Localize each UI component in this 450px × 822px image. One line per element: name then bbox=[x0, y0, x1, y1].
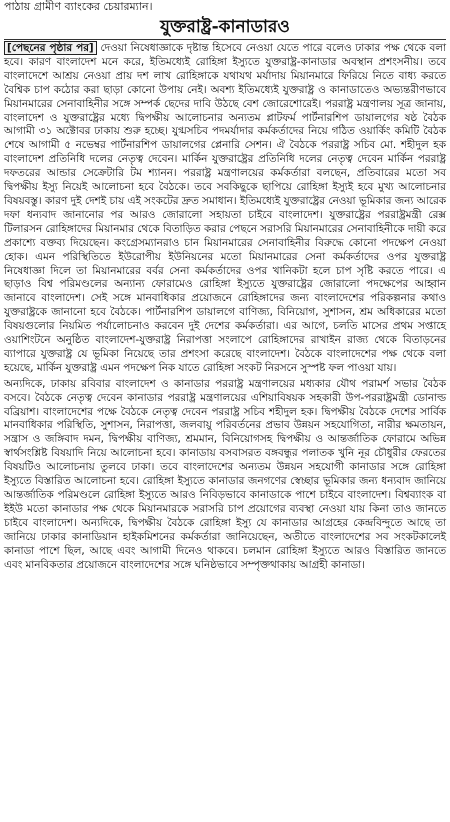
continued-from-label: [পেছনের পৃষ্ঠার পর] bbox=[4, 41, 97, 55]
article-headline: যুক্তরাষ্ট্র-কানাডারও bbox=[160, 17, 290, 37]
paragraph-1-text: দেওয়া নিষেধাজ্ঞাকে দৃষ্টান্ত হিসেবে নেওয়া যেতে পারে বলেও ঢাকার পক্ষ থেকে বলা হবে। কারণ বাংলাদেশ মনে করে, ইতিমধ্যেই রোহিঙ্গা ইস্যুতে যুক্তরাষ্ট্র-কানাডার অবস্থান প্রশংসনীয়। তবে বাংলাদেশে আশ্রয় নেওয়া প্রায় দশ লাখ রোহিঙ্গাকে যথাযথ মর্যাদায় মিয়ানমারে ফিরিয়ে নিতে বাধ্য করতে বৈশ্বিক চাপ কঠোর করা ছাড়া কোনো উপায় নেই। অবশ্য ইতিমধ্যেই যুক্তরাষ্ট্র ও কানাডাতেও অভ্যন্তরীণভাবে মিয়ানমারের সেনাবাহিনীর সঙ্গে সম্পর্ক ছেদের দাবি উঠছে বেশ জোরেশোরেই। পররাষ্ট্র মন্ত্রণালয় সূত্র জানায়, বাংলাদেশ ও যুক্তরাষ্ট্রের মধ্যে দ্বিপক্ষীয় আলোচনার অন্যতম প্লাটফর্ম পার্টনারশিপ ডায়ালগের ষষ্ঠ বৈঠক আগামী ৩১ অক্টোবর ঢাকায় শুরু হচ্ছে। যুগ্মসচিব পদমর্যাদার কর্মকর্তাদের নিয়ে গঠিত ওয়ার্কিং কমিটি বৈঠক শেষে আগামী ৫ নভেম্বর পার্টনারশিপ ডায়ালগের প্লেনারি সেশন। ঐ বৈঠকে পররাষ্ট্র সচিব মো. শহীদুল হক বাংলাদেশ প্রতিনিধি দলের নেতৃত্ব দেবেন। মার্কিন যুক্তরাষ্ট্রের প্রতিনিধি দলের নেতৃত্ব দেবেন মার্কিন পররাষ্ট্র দফতরের আন্ডার সেক্রেটারি টম শ্যানন। পররাষ্ট্র মন্ত্রণালয়ের কর্মকর্তারা বলছেন, প্রতিবারের মতো সব দ্বিপক্ষীয় ইস্যু নিয়েই আলোচনা হবে বৈঠকে। তবে সবকিছুকে ছাপিয়ে রোহিঙ্গা ইস্যুই হবে মুখ্য আলোচনার বিষয়বস্তু। কারণ দুই দেশই চায় এই সংকটের দ্রুত সমাধান। ইতিমধ্যেই যুক্তরাষ্ট্রের নেওয়া ভূমিকার জন্য আরেক দফা ধন্যবাদ জানানোর পর আরও জোরালো সহায়তা চাইবে বাংলাদেশ। যুক্তরাষ্ট্রের পররাষ্ট্রমন্ত্রী রেক্স টিলারসন রোহিঙ্গাদের মিয়ানমার থেকে বিতাড়িত করার পেছনে সরাসরি মিয়ানমারের সেনাবাহিনীকে দায়ী করে প্রকাশ্যে বক্তব্য দিয়েছেন। কংগ্রেসম্যানরাও চান মিয়ানমারের সেনাবাহিনীর বিরুদ্ধে কোনো পদক্ষেপ নেওয়া হোক। এমন পরিস্থিতিতে ইউরোপীয় ইউনিয়নের মতো মিয়ানমারের সেনা কর্মকর্তাদের ওপর যুক্তরাষ্ট্র নিষেধাজ্ঞা দিলে তা মিয়ানমারের বর্বর সেনা কর্মকর্তাদের ওপর খানিকটা হলে চাপ সৃষ্টি করতে পারে। এ ছাড়াও বিশ্ব পরিমণ্ডলের অন্যান্য ফোরামেও রোহিঙ্গা ইস্যুতে যুক্তরাষ্ট্রের জোরালো পদক্ষেপের আহ্বান জানাবে বাংলাদেশ। সেই সঙ্গে মানবাধিকার প্রয়োজনে রোহিঙ্গাদের জন্য বাংলাদেশের পরিকল্পনার কথাও যুক্তরাষ্ট্রকে জানানো হবে বৈঠকে। পার্টনারশিপ ডায়ালগে বাণিজ্য, বিনিয়োগ, সুশাসন, শ্রম অধিকারের মতো বিষয়গুলোর নিয়মিত পর্যালোচনাও করবেন দুই দেশের কর্মকর্তারা। এর আগে, চলতি মাসের প্রথম সপ্তাহে ওয়াশিংটনে অনুষ্ঠিত বাংলাদেশ-যুক্তরাষ্ট্র নিরাপত্তা সংলাপে রোহিঙ্গাদের রাখাইন রাজ্য থেকে বিতাড়নের ব্যাপারে যুক্তরাষ্ট্র যে ভূমিকা নিয়েছে তার প্রশংসা করেছে বাংলাদেশ। বৈঠকে বাংলাদেশের পক্ষ থেকে বলা হয়েছে, মার্কিন যুক্তরাষ্ট্র এমন পদক্ষেপ নিক যাতে রোহিঙ্গা সংকট নিরসনে সুস্পষ্ট ফল পাওয়া যায়। bbox=[4, 42, 446, 374]
article-paragraph-2 bbox=[4, 378, 446, 573]
article-body bbox=[4, 42, 446, 572]
previous-article-tail: পাঠায় গ্রামীণ ব্যাংকের চেয়ারম্যান। bbox=[4, 0, 153, 13]
paragraph-2-text: অন্যদিকে, ঢাকায় রবিবার বাংলাদেশ ও কানাডার পররাষ্ট্র মন্ত্রণালয়ের মধ্যকার যৌথ পরামর্শ সভার বৈঠক বসবে। বৈঠকে নেতৃত্ব দেবেন কানাডার পররাষ্ট্র মন্ত্রণালয়ের এশিয়াবিষয়ক সহকারী উপ-পররাষ্ট্রমন্ত্রী ডোনাল্ড বব্রিয়াশ। বাংলাদেশের পক্ষে বৈঠকে নেতৃত্ব দেবেন পররাষ্ট্র সচিব শহীদুল হক। দ্বিপক্ষীয় বৈঠকে দেশের সার্বিক মানবাধিকার পরিস্থিতি, সুশাসন, নিরাপত্তা, জলবায়ু পরিবর্তনের প্রভাব উন্নয়ন সহযোগিতা, নারীর ক্ষমতায়ন, সন্ত্রাস ও জঙ্গিবাদ দমন, দ্বিপক্ষীয় বাণিজ্য, শ্রমমান, বিনিয়োগসহ দ্বিপক্ষীয় ও আন্তর্জাতিক ফোরামে অভিন্ন স্বার্থসংশ্লিষ্ট বিষয়াদি নিয়ে আলোচনা হবে। কানাডায় বসবাসরত বঙ্গবন্ধুর পলাতক খুনি নূর চৌধুরীর ফেরতের বিষয়টিও আলোচনায় তুলবে ঢাকা। তবে বাংলাদেশের অন্যতম উন্নয়ন সহযোগী কানাডার সঙ্গে রোহিঙ্গা ইস্যুতে বিস্তারিত আলোচনা হবে। রোহিঙ্গা ইস্যুতে কানাডার জনগণের স্বেচ্ছার ভূমিকার জন্য ধন্যবাদ জানিয়ে আন্তর্জাতিক পরিমণ্ডলে রোহিঙ্গা ইস্যুতে আরও নিবিড়ভাবে কানাডাকে পাশে চাইবে বাংলাদেশ। বিশ্বব্যাংক বা ইইউ মতো কানাডার পক্ষ থেকে মিয়ানমারকে সরাসরি চাপ প্রয়োগের ব্যবস্থা নেওয়া যায় কিনা তাও জানতে চাইবে বাংলাদেশ। অন্যদিকে, দ্বিপক্ষীয় বৈঠকে রোহিঙ্গা ইস্যু যে কানাডার আগ্রহের কেন্দ্রবিন্দুতে আছে তা জানিয়ে ঢাকার কানাডিয়ান হাইকমিশনের কর্মকর্তারা জানিয়েছেন, অতীতে বাংলাদেশের সব সংকটকালেই কানাডা পাশে ছিল, আছে এবং আগামী দিনেও থাকবে। চলমান রোহিঙ্গা ইস্যুতে আরও বিস্তারিত জানতে এবং মানবিকতার প্রয়োজনে বাংলাদেশের সঙ্গে ঘনিষ্ঠভাবে সম্পৃক্তথাকায় আগ্রহী কানাডা। bbox=[4, 377, 446, 571]
headline-divider bbox=[4, 39, 446, 40]
article-paragraph-1 bbox=[4, 42, 446, 376]
